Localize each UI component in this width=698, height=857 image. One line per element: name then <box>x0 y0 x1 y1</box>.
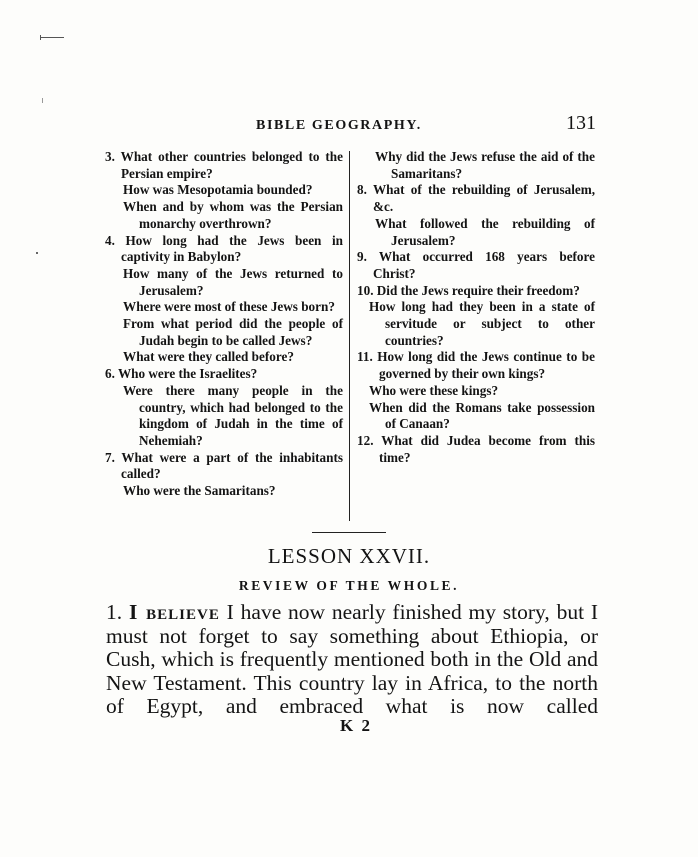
question-item <box>105 233 343 266</box>
question-text: Who were these kings? <box>369 382 499 398</box>
question-text: Did the Jews require their freedom? <box>376 282 580 298</box>
question-item <box>105 149 343 182</box>
question-text: Who were the Samaritans? <box>123 483 276 499</box>
question-text: When and by whom was the Persian monarchy overthrown? <box>123 199 343 231</box>
paragraph-number: 1. <box>106 600 123 624</box>
question-text: What other countries belonged to the Persian empire? <box>120 149 343 181</box>
question-item <box>123 266 343 299</box>
paragraph-lead: I believe <box>128 600 220 624</box>
question-item <box>357 283 595 300</box>
question-item <box>357 433 595 466</box>
question-number: 11. <box>357 349 373 365</box>
paragraph-body: I have now nearly finished my story, but I must not forget to say something about Ethiopia, or Cush, which is frequently mentioned both in the Old and New Testament. This country lay in Africa, to the north of Egypt, and embraced what is now called <box>106 600 599 718</box>
margin-mark <box>40 35 41 40</box>
question-item <box>123 383 343 450</box>
question-item <box>375 149 595 182</box>
question-number: 3. <box>105 149 115 164</box>
section-rule <box>312 532 386 533</box>
question-item <box>357 349 595 382</box>
question-item <box>123 316 343 349</box>
question-number: 4. <box>105 232 115 248</box>
question-number: 7. <box>105 449 115 465</box>
lesson-subtitle: REVIEW OF THE WHOLE. <box>238 578 460 593</box>
question-text: How many of the Jews returned to Jerusalem? <box>123 265 343 298</box>
question-item <box>123 349 343 366</box>
question-item <box>357 182 595 215</box>
question-item <box>123 299 343 316</box>
question-text: What occurred 168 years before Christ? <box>373 249 595 281</box>
lesson-paragraph <box>106 601 598 719</box>
signature-mark: K 2 <box>340 716 372 735</box>
question-number: 6. <box>105 366 115 382</box>
question-text: How was Mesopotamia bounded? <box>123 182 313 198</box>
question-item <box>105 366 343 383</box>
margin-speck <box>36 252 38 254</box>
question-text: What followed the rebuilding of Jerusalem? <box>375 215 595 248</box>
questions-column-right <box>357 149 595 466</box>
question-item <box>369 400 595 433</box>
question-text: What did Judea become from this time? <box>379 432 595 465</box>
questions-column-left <box>105 149 343 500</box>
lesson-title: LESSON XXVII. <box>267 544 431 568</box>
question-text: When did the Romans take possession of Canaan? <box>369 399 595 432</box>
running-head: BIBLE GEOGRAPHY. <box>256 118 422 133</box>
question-text: Who were the Israelites? <box>117 366 258 382</box>
question-text: What were a part of the inhabitants called? <box>121 449 344 482</box>
question-text: Where were most of these Jews born? <box>123 299 335 315</box>
question-number: 8. <box>357 182 367 198</box>
question-item <box>123 483 343 500</box>
question-text: What were they called before? <box>123 349 294 365</box>
margin-speck <box>42 98 43 103</box>
question-number: 10. <box>357 282 374 298</box>
margin-mark <box>40 37 64 38</box>
page-number: 131 <box>566 112 596 134</box>
question-number: 12. <box>357 432 374 448</box>
question-item <box>369 299 595 349</box>
question-item <box>369 383 595 400</box>
question-text: How long did the Jews continue to be governed by their own kings? <box>377 349 595 382</box>
question-text: How long had they been in a state of servitude or subject to other countries? <box>369 299 595 348</box>
question-item <box>375 216 595 249</box>
question-number: 9. <box>357 249 367 265</box>
question-text: Why did the Jews refuse the aid of the Samaritans? <box>375 149 595 181</box>
question-text: How long had the Jews been in captivity in Babylon? <box>121 232 343 265</box>
question-item <box>123 182 343 199</box>
question-text: Were there many people in the country, which had belonged to the kingdom of Judah in the time of Nehemiah? <box>123 382 343 448</box>
question-text: What of the rebuilding of Jerusalem, &c. <box>372 182 596 215</box>
question-text: From what period did the people of Judah begin to be called Jews? <box>123 316 343 348</box>
question-item <box>357 249 595 282</box>
column-divider <box>349 151 350 521</box>
question-item <box>105 450 343 483</box>
question-item <box>123 199 343 232</box>
